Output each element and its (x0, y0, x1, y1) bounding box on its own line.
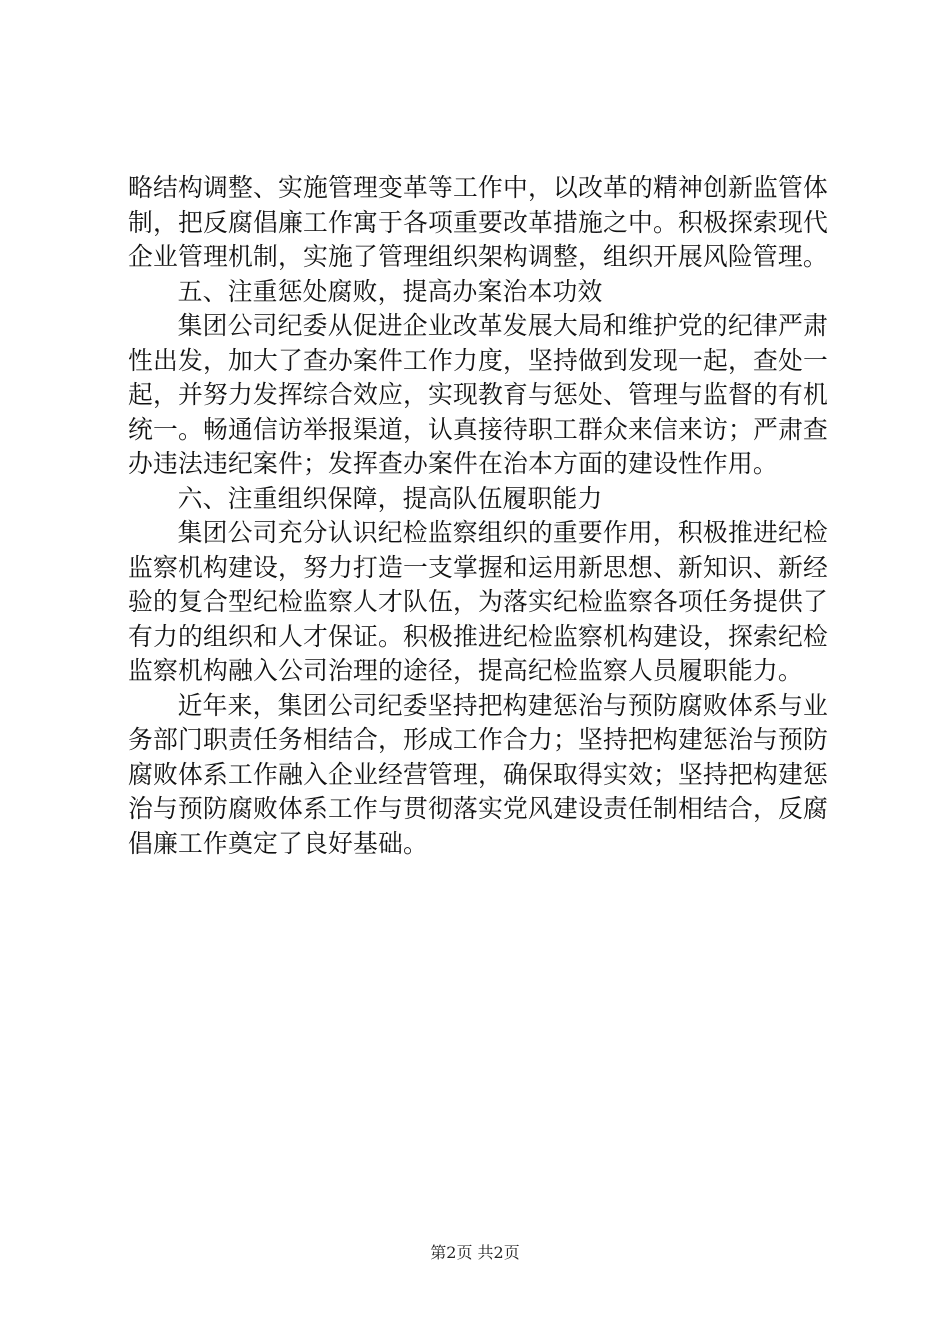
paragraph-continuation: 略结构调整、实施管理变革等工作中，以改革的精神创新监管体制，把反腐倡廉工作寓于各项重要改革措施之中。积极探索现代企业管理机制，实施了管理组织架构调整，组织开展风险管理。 (128, 173, 828, 271)
section-heading-5: 五、注重惩处腐败，提高办案治本功效 (177, 276, 603, 306)
page-number-footer: 第2页 共2页 (430, 1243, 520, 1262)
document-body (128, 171, 828, 861)
paragraph-section-5: 集团公司纪委从促进企业改革发展大局和维护党的纪律严肃性出发，加大了查办案件工作力度，坚持做到发现一起，查处一起，并努力发挥综合效应，实现教育与惩处、管理与监督的有机统一。畅通信访举报渠道，认真接待职工群众来信来访；严肃查办违法违纪案件；发挥查办案件在治本方面的建设性作用。 (128, 311, 828, 478)
paragraph-conclusion: 近年来，集团公司纪委坚持把构建惩治与预防腐败体系与业务部门职责任务相结合，形成工作合力；坚持把构建惩治与预防腐败体系工作融入企业经营管理，确保取得实效；坚持把构建惩治与预防腐败体系工作与贯彻落实党风建设责任制相结合，反腐倡廉工作奠定了良好基础。 (128, 690, 828, 858)
paragraph-section-6: 集团公司充分认识纪检监察组织的重要作用，积极推进纪检监察机构建设，努力打造一支掌握和运用新思想、新知识、新经验的复合型纪检监察人才队伍，为落实纪检监察各项任务提供了有力的组织和人才保证。积极推进纪检监察机构建设，探索纪检监察机构融入公司治理的途径，提高纪检监察人员履职能力。 (128, 518, 828, 685)
section-heading-6: 六、注重组织保障，提高队伍履职能力 (177, 483, 603, 513)
